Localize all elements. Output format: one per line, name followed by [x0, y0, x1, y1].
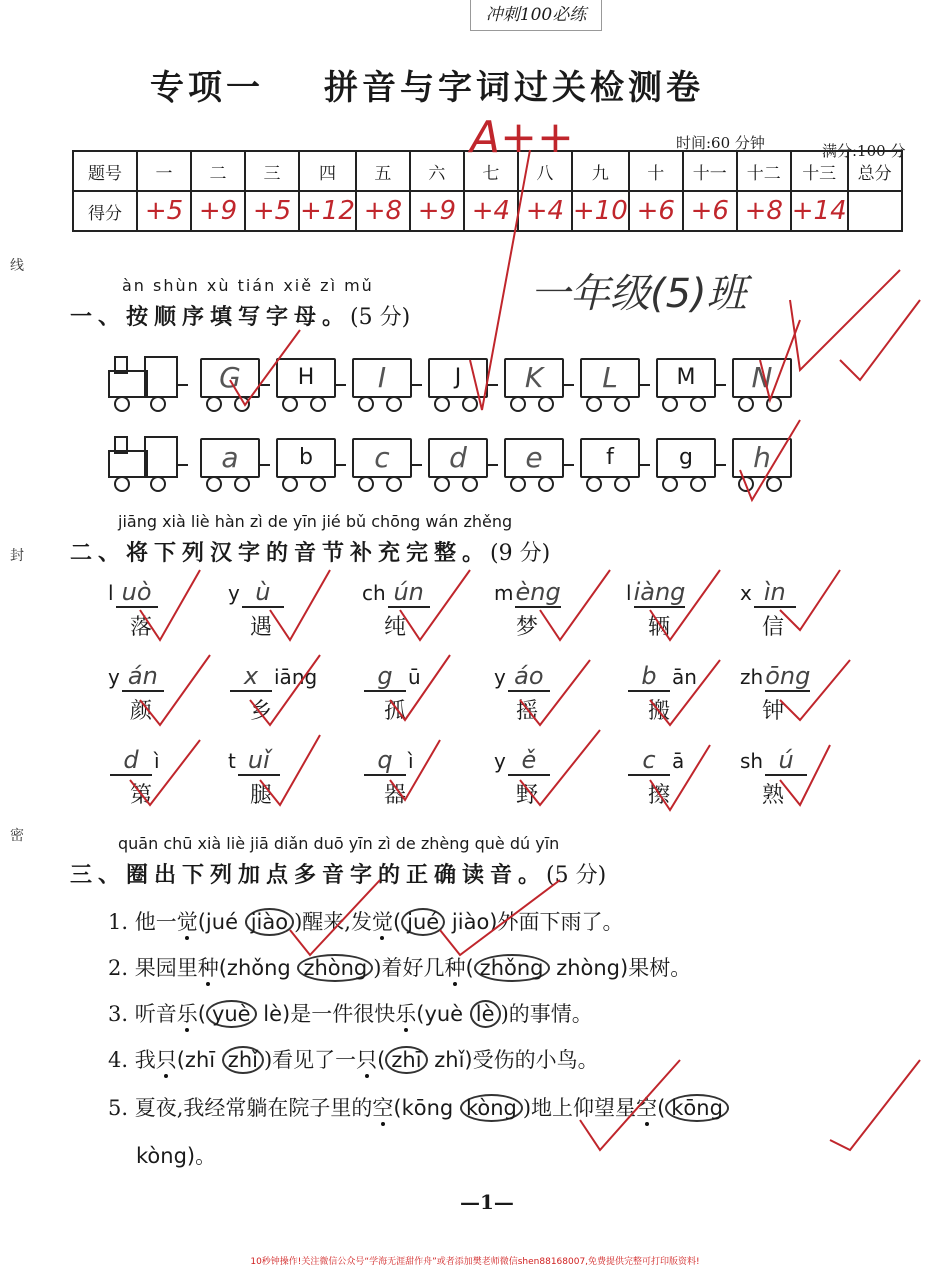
hanzi-char: 器	[384, 783, 407, 808]
syllable-prefix: ch	[362, 581, 386, 605]
question-text: lè)是一件很快	[263, 1002, 396, 1026]
letter-car: a	[200, 438, 260, 478]
syllable-item	[228, 578, 348, 650]
grade-cell: +8	[737, 191, 791, 231]
question-text: 他一	[134, 910, 177, 934]
hanzi-char: 信	[762, 615, 785, 640]
wheel-icon	[358, 396, 374, 412]
wheel-icon	[386, 396, 402, 412]
syllable-blank[interactable]: ě	[508, 746, 550, 776]
reading-option: (	[465, 956, 474, 980]
footer-note: 10秒钟操作!关注微信公众号“学海无涯甜作舟”或者添加樊老师微信shen88168007,免费提供完整可打印版资料!	[250, 1257, 700, 1267]
syllable-suffix: ì	[154, 749, 160, 773]
syllable-suffix: ā	[672, 749, 685, 773]
letter-car: L	[580, 358, 640, 398]
car-link	[260, 464, 270, 466]
question-text: )地上仰望星	[522, 1096, 637, 1120]
train-row-uppercase	[108, 348, 808, 418]
col-header: 一	[137, 151, 191, 191]
hanzi-char: 腿	[250, 783, 273, 808]
syllable-blank[interactable]: áo	[508, 662, 550, 692]
syllable-item	[494, 578, 614, 650]
col-header: 六	[410, 151, 464, 191]
circled-reading[interactable]: jué	[401, 908, 445, 936]
grade-cell: +4	[464, 191, 518, 231]
syllable-prefix: m	[494, 581, 514, 605]
syllable-suffix: ū	[408, 665, 421, 689]
total-header: 总分	[848, 151, 902, 191]
grade-cell: +10	[572, 191, 629, 231]
question-number: 1.	[108, 910, 129, 934]
circled-reading[interactable]: kòng	[460, 1094, 523, 1122]
wheel-icon	[434, 396, 450, 412]
syllable-prefix: l	[108, 581, 114, 605]
syllable-line	[494, 578, 614, 608]
letter-car: b	[276, 438, 336, 478]
letter-car: c	[352, 438, 412, 478]
reading-option: (	[657, 1096, 666, 1120]
section1-pinyin: àn shùn xù tián xiě zì mǔ	[122, 276, 374, 295]
section3-pinyin: quān chū xià liè jiā diǎn duō yīn zì de zhèng què dú yīn	[118, 834, 560, 853]
syllable-prefix: sh	[740, 749, 764, 773]
hanzi-char: 第	[130, 783, 153, 808]
question-4	[108, 1044, 599, 1074]
wheel-icon	[766, 476, 782, 492]
syllable-prefix: y	[494, 665, 506, 689]
syllable-suffix: ān	[672, 665, 697, 689]
wheel-icon	[662, 396, 678, 412]
syllable-item	[362, 578, 482, 650]
syllable-blank[interactable]: ōng	[765, 662, 811, 690]
car-link	[640, 384, 650, 386]
col-header: 七	[464, 151, 518, 191]
syllable-prefix: y	[108, 665, 120, 689]
syllable-line	[108, 578, 228, 608]
dotted-char: 觉	[176, 910, 198, 934]
syllable-suffix: iāng	[274, 665, 318, 689]
reading-option: (	[197, 1002, 206, 1026]
car-link	[564, 464, 574, 466]
side-label-line: 线	[10, 258, 24, 274]
question-number: 3.	[108, 1002, 129, 1026]
syllable-line	[740, 746, 860, 776]
car-link	[260, 384, 270, 386]
wheel-icon	[358, 476, 374, 492]
grade-cell: +6	[683, 191, 737, 231]
letter-car: f	[580, 438, 640, 478]
dotted-char: 只	[155, 1048, 177, 1072]
syllable-line	[362, 578, 482, 608]
side-label-seal: 封	[10, 548, 24, 564]
car-link	[716, 384, 726, 386]
grade-cell: +8	[356, 191, 410, 231]
syllable-line	[626, 662, 746, 692]
syllable-line	[108, 746, 228, 776]
wheel-icon	[206, 396, 222, 412]
wheel-icon	[234, 476, 250, 492]
syllable-item	[494, 662, 614, 734]
wheel-icon	[766, 396, 782, 412]
letter-car: J	[428, 358, 488, 398]
side-label-secret: 密	[10, 828, 24, 844]
syllable-line	[362, 662, 482, 692]
syllable-line	[362, 746, 482, 776]
wheel-icon	[510, 396, 526, 412]
letter-car: M	[656, 358, 716, 398]
syllable-line	[626, 578, 746, 608]
wheel-icon	[690, 476, 706, 492]
syllable-item	[626, 746, 746, 818]
car-link	[412, 464, 422, 466]
syllable-item	[494, 746, 614, 818]
grade-cell: +9	[191, 191, 245, 231]
hanzi-char: 纯	[384, 615, 407, 640]
title-right: 拼音与字词过关检测卷	[324, 68, 704, 108]
page-number: —1—	[460, 1190, 514, 1214]
question-text: )着好几	[373, 956, 445, 980]
section2-title	[70, 536, 550, 567]
dotted-char: 种	[197, 956, 219, 980]
section2-pinyin: jiāng xià liè hàn zì de yīn jié bǔ chōng wán zhěng	[118, 512, 513, 531]
wheel-icon	[538, 396, 554, 412]
syllable-item	[740, 746, 860, 818]
grade-cell: +4	[518, 191, 572, 231]
wheel-icon	[282, 396, 298, 412]
letter-car: I	[352, 358, 412, 398]
syllable-item	[228, 746, 348, 818]
reading-option: (zhǒng	[218, 956, 291, 980]
section2-points: (9 分)	[490, 541, 551, 566]
car-link	[564, 384, 574, 386]
syllable-line	[740, 578, 860, 608]
question-text: zhòng)果树。	[556, 956, 692, 980]
syllable-item	[362, 662, 482, 734]
syllable-line	[228, 746, 348, 776]
col-header: 二	[191, 151, 245, 191]
grade-cell: +14	[791, 191, 848, 231]
letter-car: H	[276, 358, 336, 398]
wheel-icon	[738, 396, 754, 412]
question-text: kòng)。	[136, 1144, 217, 1168]
grade-cell: +12	[299, 191, 356, 231]
syllable-blank[interactable]: án	[122, 662, 164, 692]
reading-option: (zhī	[176, 1048, 216, 1072]
reading-option: (	[392, 910, 402, 934]
syllable-blank[interactable]: g	[364, 662, 406, 692]
hanzi-char: 遇	[250, 615, 273, 640]
syllable-prefix: x	[740, 581, 752, 605]
syllable-blank[interactable]: b	[628, 662, 670, 692]
grade-cell: +9	[410, 191, 464, 231]
hanzi-char: 熟	[762, 783, 785, 808]
syllable-suffix: ì	[408, 749, 414, 773]
syllable-blank[interactable]: ìn	[754, 578, 796, 608]
question-1	[108, 906, 624, 936]
syllable-item	[108, 746, 228, 818]
wheel-icon	[310, 396, 326, 412]
reading-option: (jué	[197, 910, 238, 934]
grade-cell: +5	[137, 191, 191, 231]
syllable-blank[interactable]: èng	[515, 578, 561, 606]
question-number: 5.	[108, 1096, 129, 1120]
circled-reading[interactable]: zhī	[385, 1046, 427, 1074]
car-link	[488, 384, 498, 386]
col-header: 三	[245, 151, 299, 191]
question-text: )醒来,发	[294, 910, 372, 934]
syllable-blank[interactable]: iàng	[633, 578, 686, 606]
series-banner: 冲刺100必练	[470, 0, 602, 31]
wheel-icon	[462, 476, 478, 492]
wheel-icon	[738, 476, 754, 492]
syllable-prefix: y	[494, 749, 506, 773]
wheel-icon	[386, 476, 402, 492]
syllable-item	[108, 662, 228, 734]
letter-car: N	[732, 358, 792, 398]
question-text: jiào)外面下雨了。	[451, 910, 624, 934]
wheel-icon	[538, 476, 554, 492]
section2-title-text: 二、将下列汉字的音节补充完整。	[70, 540, 491, 566]
syllable-line	[494, 746, 614, 776]
letter-car: d	[428, 438, 488, 478]
circled-reading[interactable]: zhǐ	[222, 1046, 264, 1074]
time-limit: 时间:60 分钟	[676, 134, 765, 152]
syllable-item	[362, 746, 482, 818]
syllable-blank[interactable]: uǐ	[238, 746, 280, 776]
score-row	[73, 191, 902, 231]
letter-car: G	[200, 358, 260, 398]
syllable-item	[626, 662, 746, 734]
car-link	[412, 384, 422, 386]
circled-reading[interactable]: kōng	[665, 1094, 729, 1122]
title-left: 专项一	[150, 68, 264, 108]
dotted-char: 空	[372, 1096, 394, 1120]
hanzi-char: 乡	[250, 699, 273, 724]
train-engine-icon	[108, 348, 178, 408]
col-header: 十	[629, 151, 683, 191]
col-header: 四	[299, 151, 356, 191]
hanzi-char: 孤	[384, 699, 407, 724]
syllable-blank[interactable]: q	[364, 746, 406, 776]
hanzi-char: 摇	[516, 699, 539, 724]
hanzi-char: 梦	[516, 615, 539, 640]
syllable-line	[228, 578, 348, 608]
syllable-prefix: y	[228, 581, 240, 605]
reading-option: (	[377, 1048, 386, 1072]
syllable-blank[interactable]: ù	[242, 578, 284, 608]
car-link	[488, 464, 498, 466]
handwritten-grade: A++	[470, 112, 574, 163]
section1-title	[70, 300, 410, 331]
question-5-continued	[136, 1140, 216, 1170]
reading-option: (kōng	[393, 1096, 454, 1120]
col-header: 十二	[737, 151, 791, 191]
question-text: 夏夜,我经常躺在院子里的	[134, 1096, 373, 1120]
wheel-icon	[434, 476, 450, 492]
hanzi-char: 搬	[648, 699, 671, 724]
question-number: 2.	[108, 956, 129, 980]
syllable-blank[interactable]: c	[628, 746, 670, 776]
wheel-icon	[662, 476, 678, 492]
section3-points: (5 分)	[546, 863, 607, 888]
letter-car: g	[656, 438, 716, 478]
syllable-line	[108, 662, 228, 692]
question-5	[108, 1092, 729, 1122]
section3-title-text: 三、圈出下列加点多音字的正确读音。	[70, 862, 547, 888]
letter-car: e	[504, 438, 564, 478]
wheel-icon	[614, 396, 630, 412]
wheel-icon	[462, 396, 478, 412]
syllable-item	[740, 578, 860, 650]
dotted-char: 觉	[371, 910, 393, 934]
dotted-char: 只	[356, 1048, 378, 1072]
hanzi-char: 落	[130, 615, 153, 640]
wheel-icon	[282, 476, 298, 492]
hanzi-char: 辆	[648, 615, 671, 640]
wheel-icon	[586, 396, 602, 412]
col-header: 十一	[683, 151, 737, 191]
syllable-line	[740, 662, 860, 692]
syllable-line	[494, 662, 614, 692]
row-label-score: 得分	[73, 191, 137, 231]
syllable-item	[626, 578, 746, 650]
syllable-blank[interactable]: x	[230, 662, 272, 692]
grade-cell: +6	[629, 191, 683, 231]
section1-points: (5 分)	[350, 305, 411, 330]
question-3	[108, 998, 593, 1028]
wheel-icon	[310, 476, 326, 492]
train-engine-icon	[108, 428, 178, 488]
question-text: )看见了一	[263, 1048, 357, 1072]
question-text: )的事情。	[500, 1002, 593, 1026]
circled-reading[interactable]: lè	[470, 1000, 501, 1028]
syllable-item	[108, 578, 228, 650]
wheel-icon	[234, 396, 250, 412]
circled-reading[interactable]: zhǒng	[474, 954, 550, 982]
wheel-icon	[510, 476, 526, 492]
syllable-prefix: zh	[740, 665, 764, 689]
syllable-prefix: t	[228, 749, 236, 773]
car-link	[716, 464, 726, 466]
grade-cell: +5	[245, 191, 299, 231]
letter-car: K	[504, 358, 564, 398]
syllable-blank[interactable]: ún	[388, 578, 430, 608]
wheel-icon	[690, 396, 706, 412]
full-score: 满分:100 分	[822, 142, 906, 160]
syllable-blank[interactable]: ú	[765, 746, 807, 776]
handwritten-class: 一年级(5)班	[530, 271, 747, 317]
col-header: 九	[572, 151, 629, 191]
syllable-blank[interactable]: uò	[116, 578, 158, 608]
syllable-prefix: l	[626, 581, 632, 605]
syllable-line	[626, 746, 746, 776]
col-header: 八	[518, 151, 572, 191]
syllable-line	[228, 662, 348, 692]
syllable-item	[740, 662, 860, 734]
wheel-icon	[614, 476, 630, 492]
question-number: 4.	[108, 1048, 129, 1072]
hanzi-char: 颜	[130, 699, 153, 724]
section3-title	[70, 858, 606, 889]
hanzi-char: 擦	[648, 783, 671, 808]
train-row-lowercase	[108, 428, 808, 498]
question-2	[108, 952, 691, 982]
question-text: zhǐ)受伤的小鸟。	[434, 1048, 599, 1072]
col-header: 五	[356, 151, 410, 191]
letter-car: h	[732, 438, 792, 478]
circled-reading[interactable]: yuè	[206, 1000, 257, 1028]
hanzi-char: 野	[516, 783, 539, 808]
question-text: 我	[134, 1048, 156, 1072]
wheel-icon	[586, 476, 602, 492]
row-label-number: 题号	[73, 151, 137, 191]
car-link	[640, 464, 650, 466]
question-text: 果园里	[134, 956, 198, 980]
dotted-char: 乐	[176, 1002, 198, 1026]
syllable-blank[interactable]: d	[110, 746, 152, 776]
reading-option: (yuè	[416, 1002, 464, 1026]
dotted-char: 种	[444, 956, 466, 980]
car-link	[336, 464, 346, 466]
col-header: 十三	[791, 151, 848, 191]
car-link	[336, 384, 346, 386]
hanzi-char: 钟	[762, 699, 785, 724]
circled-reading[interactable]: zhòng	[297, 954, 373, 982]
circled-reading[interactable]: jiào	[245, 908, 294, 936]
wheel-icon	[206, 476, 222, 492]
syllable-item	[228, 662, 348, 734]
dotted-char: 乐	[395, 1002, 417, 1026]
question-text: 听音	[134, 1002, 177, 1026]
page-title	[150, 60, 704, 109]
total-score-cell	[848, 191, 902, 231]
dotted-char: 空	[636, 1096, 658, 1120]
section1-title-text: 一、按顺序填写字母。	[70, 304, 351, 330]
